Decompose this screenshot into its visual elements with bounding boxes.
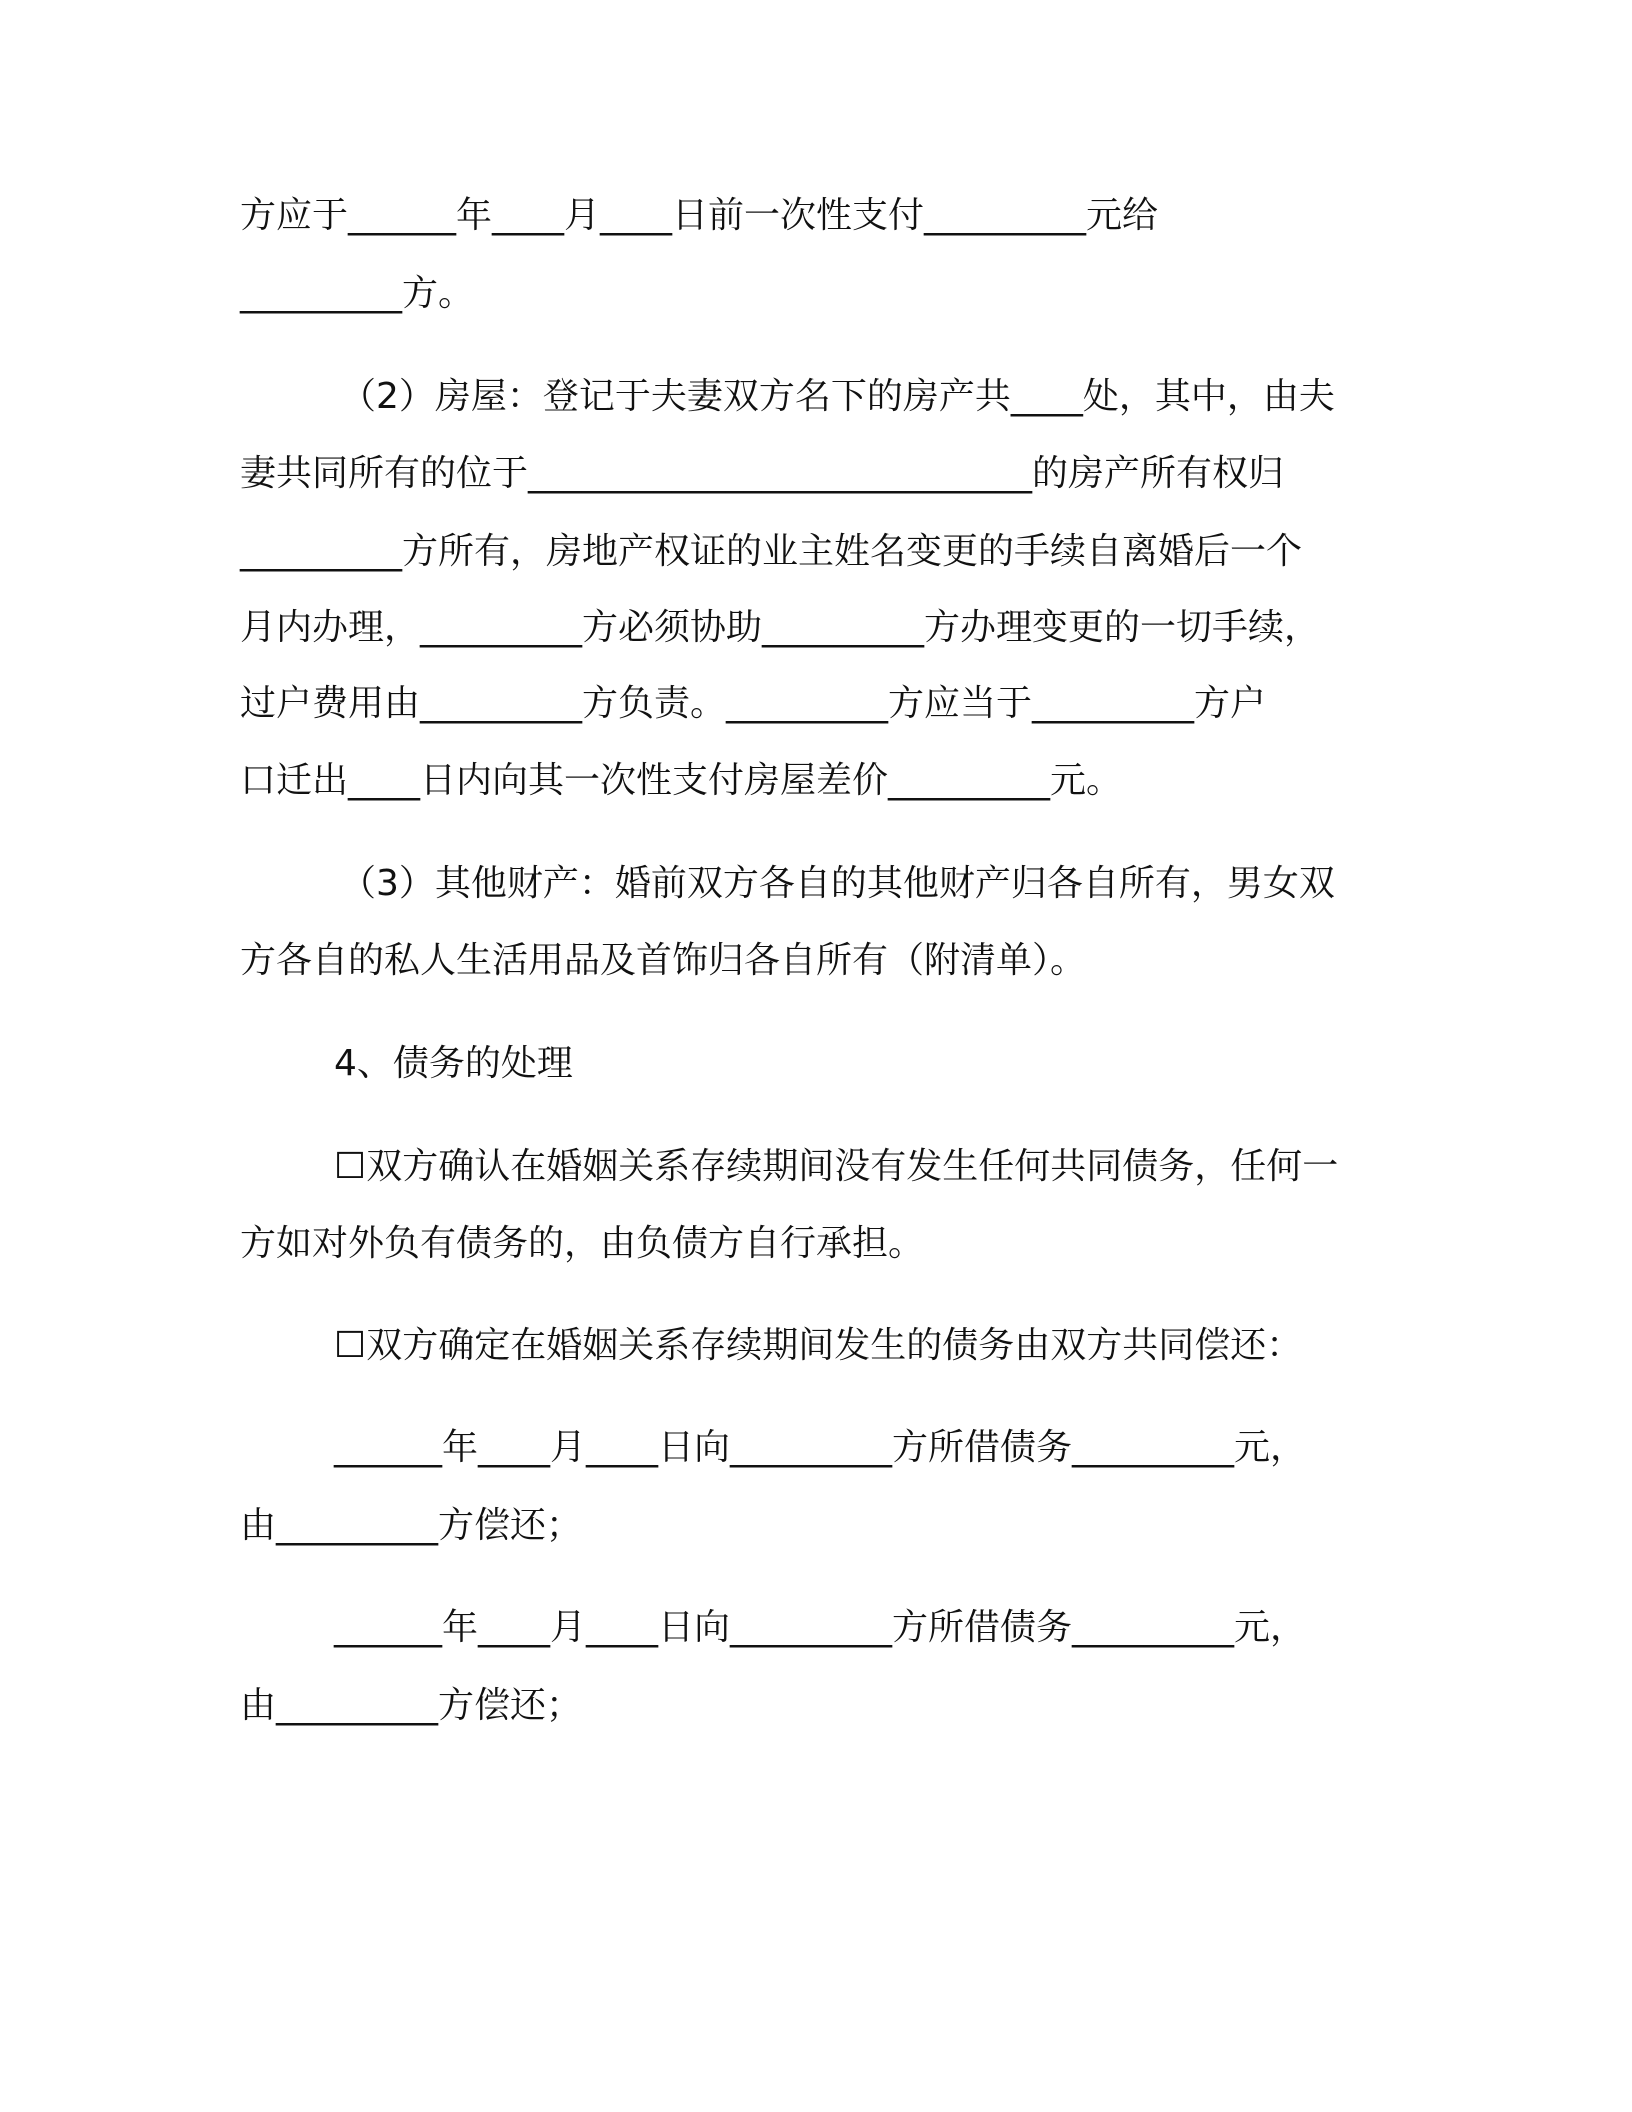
text-line: 方应于______年____月____日前一次性支付_________元给	[240, 195, 1159, 236]
text-line: 口迁出____日内向其一次性支付房屋差价_________元。	[240, 760, 1123, 801]
checkbox-option-text: ☐双方确定在婚姻关系存续期间发生的债务由双方共同偿还：	[334, 1325, 1303, 1366]
text-line: （2）房屋：登记于夫妻双方名下的房产共____处，其中，由夫	[340, 376, 1335, 417]
section-heading: 4、债务的处理	[334, 1043, 573, 1084]
text-line: 过户费用由_________方负责。_________方应当于_________方户	[240, 683, 1267, 724]
checkbox-option-text: ☐双方确认在婚姻关系存续期间没有发生任何共同债务，任何一	[334, 1146, 1339, 1187]
text-line: 妻共同所有的位于____________________________的房产所有权归	[240, 453, 1285, 494]
text-line: _________方。	[240, 273, 475, 314]
text-line: ______年____月____日向_________方所借债务_________元，	[334, 1427, 1307, 1468]
text-line: _________方所有，房地产权证的业主姓名变更的手续自离婚后一个	[240, 531, 1303, 572]
text-line: 月内办理，_________方必须协助_________方办理变更的一切手续，	[240, 607, 1321, 648]
text-line: 由_________方偿还；	[240, 1505, 583, 1546]
text-line: （3）其他财产：婚前双方各自的其他财产归各自所有，男女双	[340, 863, 1335, 904]
text-line: 方如对外负有债务的，由负债方自行承担。	[240, 1223, 925, 1264]
text-line: ______年____月____日向_________方所借债务_________元，	[334, 1607, 1307, 1648]
text-line: 方各自的私人生活用品及首饰归各自所有（附清单）。	[240, 940, 1087, 981]
text-line: 由_________方偿还；	[240, 1685, 583, 1726]
